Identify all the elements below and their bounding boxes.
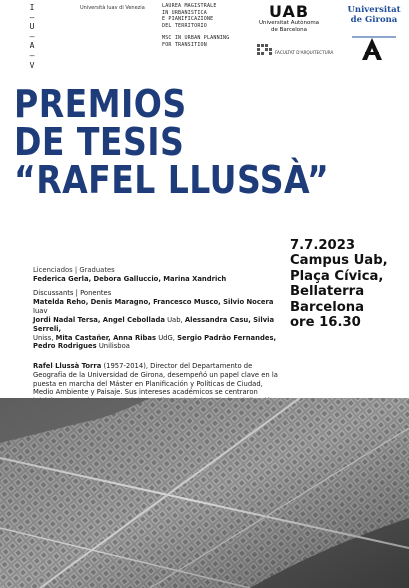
event-date: 7.7.2023 xyxy=(290,238,356,253)
discussant-line xyxy=(33,316,285,334)
event-place: Campus Uab, xyxy=(290,253,388,269)
discussant-names: Jordi Nadal Tersa, Angel Cebollada xyxy=(33,315,165,324)
title-line-1: PREMIOS xyxy=(14,82,187,127)
discussant-names: Alessandra Casu, Silvia Serreli, xyxy=(33,315,275,333)
event-time: ore 16.30 xyxy=(290,315,361,331)
iuav-logo xyxy=(12,3,52,70)
master-line: DEL TERRITORIO xyxy=(162,22,207,29)
discussant-affiliation: Iuav xyxy=(33,306,48,315)
uab-name-line: Universitat Autònoma xyxy=(258,20,320,26)
udg-name-line: de Girona xyxy=(350,15,398,25)
iuav-bar: – xyxy=(29,31,35,41)
uab-mark: UAB xyxy=(268,2,310,21)
master-line: E PIANIFICAZIONE xyxy=(162,16,214,23)
iuav-letter: V xyxy=(29,60,35,70)
discussant-line xyxy=(33,334,285,343)
discussants-block xyxy=(33,289,285,351)
discussant-names: Mita Castañer, Anna Ribas xyxy=(55,333,157,342)
licenciados-names: Federica Gerla, Debora Galluccio, Marina Xandrich xyxy=(33,274,227,283)
iuav-letter: U xyxy=(29,22,35,32)
discussant-affiliation: Uab, xyxy=(164,315,185,324)
a-monogram-icon xyxy=(361,37,383,61)
discussant-line xyxy=(33,342,285,351)
facultat-arquitectura-logo xyxy=(257,44,342,57)
iuav-letter: A xyxy=(29,41,35,51)
event-place: Plaça Cívica, xyxy=(290,268,384,284)
msc-line: MSC IN URBAN PLANNING xyxy=(162,35,230,42)
venezia-label: Università Iuav di Venezia xyxy=(80,5,145,11)
licenciados-block xyxy=(33,266,273,284)
bio-name: Rafel Llussà Torra xyxy=(33,362,102,370)
discussant-affiliation: UdG, xyxy=(156,333,178,342)
master-line: LAUREA MAGISTRALE xyxy=(162,3,217,9)
title-line-3: “RAFEL LLUSSÀ” xyxy=(14,158,330,203)
event-place: Bellaterra xyxy=(290,284,365,300)
event-city: Barcelona xyxy=(290,299,365,315)
discussants-label: Discussants | Ponentes xyxy=(33,289,112,297)
discussant-affiliation: Uniss, xyxy=(33,333,56,342)
discussant-line xyxy=(33,298,285,316)
poster-title xyxy=(14,82,404,203)
iuav-letter: I xyxy=(29,3,35,12)
grid-logo-icon xyxy=(257,44,273,57)
discussant-affiliation: Unilisboa xyxy=(96,342,130,351)
bio-dates: (1957-2014) xyxy=(101,362,146,370)
licenciados-label: Licenciados | Graduates xyxy=(33,266,115,274)
discussant-names: Pedro Rodrigues xyxy=(33,342,97,351)
aerial-city-photo xyxy=(0,398,409,588)
discussant-names: Sergio Padrão Fernandes, xyxy=(177,333,277,342)
title-line-2: DE TESIS xyxy=(14,120,185,165)
bio-text: , Director del Departamento de Geografía de la Universidad de Girona, desempeñó un papel clave en la puesta en marcha del Máster en Planificación y Políticas de Ciudad, Medio Ambiente y Paisaje. Sus intereses académicos se centraron xyxy=(33,362,278,397)
discussant-names: Matelda Reho, Denis Maragno, Francesco Musco, Silvio Nocera xyxy=(33,297,274,306)
uab-name-line: de Barcelona xyxy=(270,26,308,33)
master-line: IN URBANISTICA xyxy=(162,9,207,16)
facultat-label: FACULTAT D'ARQUITECTURA xyxy=(275,50,334,55)
iuav-bar: – xyxy=(29,50,35,60)
uab-logo xyxy=(255,3,323,33)
udg-name-line: Universitat xyxy=(347,5,401,15)
iuav-bar: – xyxy=(29,12,35,22)
master-program-block xyxy=(162,3,229,49)
event-info xyxy=(290,238,405,330)
msc-line: FOR TRANSITION xyxy=(162,41,207,48)
